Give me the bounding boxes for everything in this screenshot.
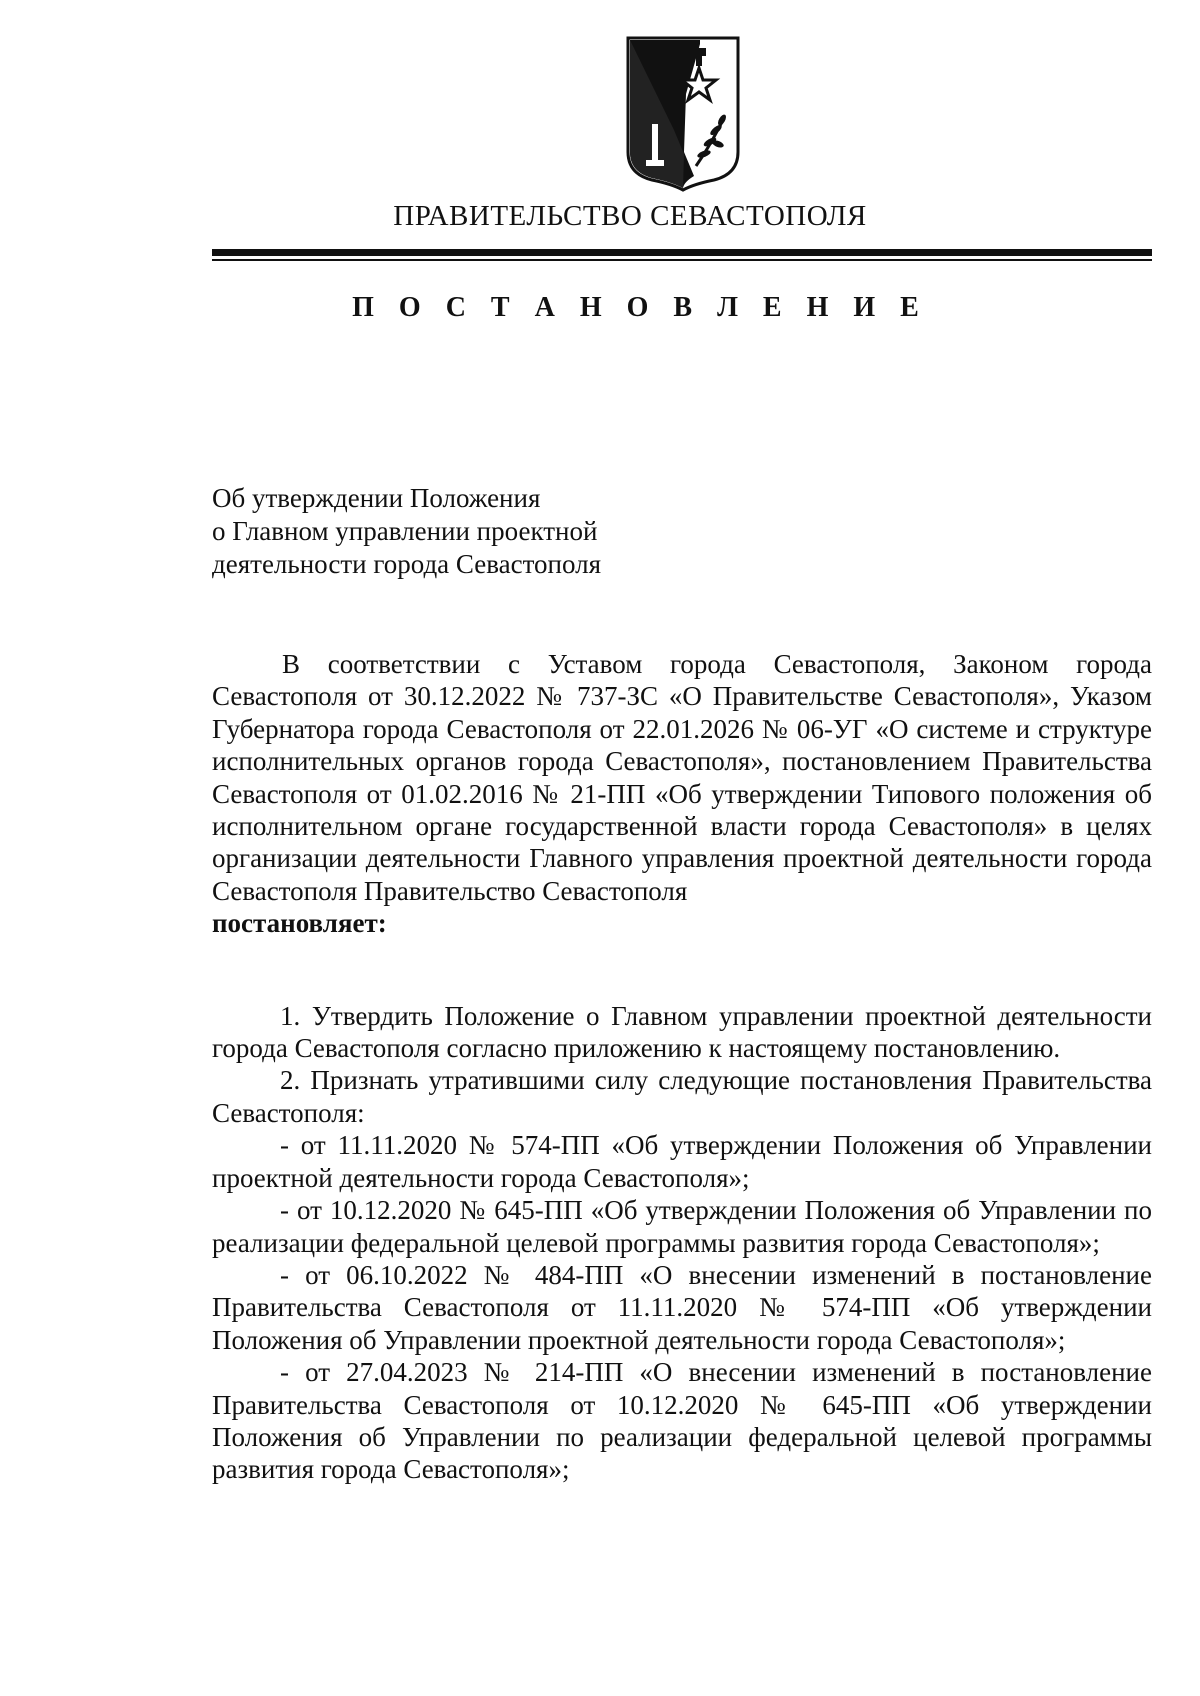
document-body xyxy=(212,648,1152,1486)
document-subject xyxy=(212,482,832,581)
subject-line-1: Об утверждении Положения xyxy=(212,483,541,513)
subject-line-3: деятельности города Севастополя xyxy=(212,549,602,579)
repealed-act-1: - от 11.11.2020 № 574-ПП «Об утверждении Положения об Управлении проектной деятельности города Севастополя»; xyxy=(212,1130,1152,1193)
header-divider-thin xyxy=(212,259,1152,261)
repealed-act-2: - от 10.12.2020 № 645-ПП «Об утверждении Положения об Управлении по реализации федеральной целевой программы развития города Севастополя»; xyxy=(212,1195,1152,1258)
repealed-act-4: - от 27.04.2023 № 214-ПП «О внесении изменений в постановление Правительства Севастополя от 10.12.2020 № 645-ПП «Об утверждении Положения об Управлении по реализации федеральной целевой программы развития города Севастополя»; xyxy=(212,1357,1152,1485)
government-name: ПРАВИТЕЛЬСТВО СЕВАСТОПОЛЯ xyxy=(393,200,867,232)
decree-item-1: 1. Утвердить Положение о Главном управлении проектной деятельности города Севастополя согласно приложению к настоящему постановлению. xyxy=(212,1000,1152,1064)
repealed-act-3: - от 06.10.2022 № 484-ПП «О внесении изменений в постановление Правительства Севастополя от 11.11.2020 № 574-ПП «Об утверждении Положения об Управлении проектной деятельности города Севастополя»; xyxy=(212,1259,1152,1355)
document-type-title: П О С Т А Н О В Л Е Н И Е xyxy=(352,292,928,323)
sevastopol-coat-of-arms-icon xyxy=(624,34,742,192)
spacer xyxy=(212,940,1152,1000)
header-divider-thick xyxy=(212,249,1152,256)
decree-word: постановляет: xyxy=(212,908,387,939)
preamble-text: В соответствии с Уставом города Севастополя, Законом города Севастополя от 30.12.2022 № 737-ЗС «О Правительстве Севастополя», Указом Губернатора города Севастополя от 22.01.2026 № 06-УГ «О системе и структуре исполнительных органов города Севастополя», постановлением Правительства Севастополя от 01.02.2016 № 21-ПП «Об утверждении Типового положения об исполнительном органе государственной власти города Севастополя» в целях организации деятельности Главного управления проектной деятельности города Севастополя Правительство Севастополя xyxy=(212,649,1152,906)
subject-line-2: о Главном управлении проектной xyxy=(212,516,598,546)
decree-item-2: 2. Признать утратившими силу следующие постановления Правительства Севастополя: xyxy=(212,1065,1152,1128)
preamble-paragraph xyxy=(212,648,1152,940)
